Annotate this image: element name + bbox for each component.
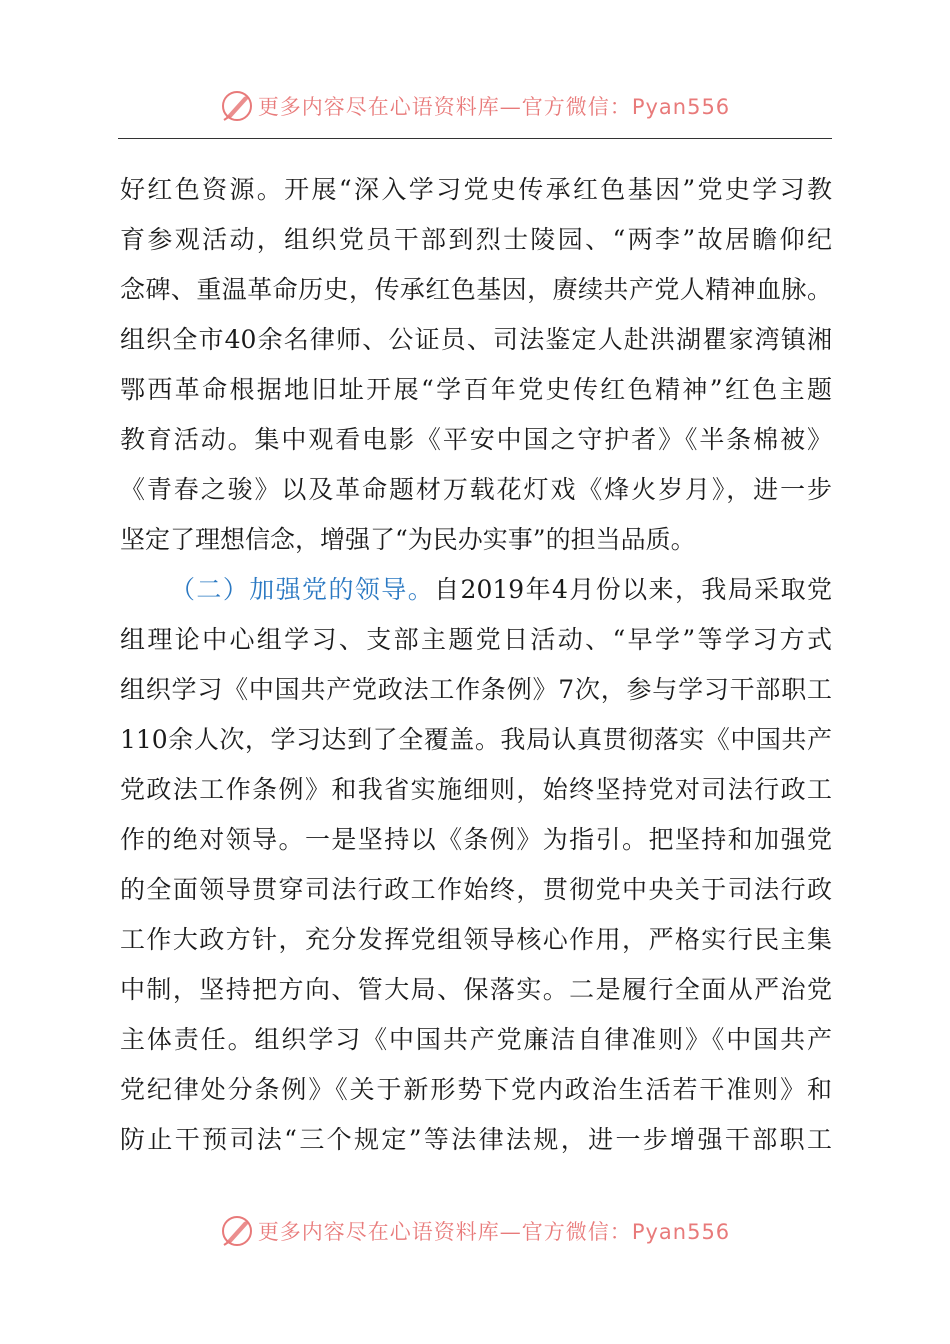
text-line: 党政法工作条例》和我省实施细则，始终坚持党对司法行政工 [120,775,832,804]
footer-banner-text [258,1216,730,1246]
text-line: 组织全市40余名律师、公证员、司法鉴定人赴洪湖瞿家湾镇湘 [120,325,832,354]
quill-pen-logo-icon [220,1214,254,1248]
text-line: 组理论中心组学习、支部主题党日活动、“早学”等学习方式 [120,625,832,654]
wechat-id: Pyan556 [631,1220,731,1244]
wechat-id: Pyan556 [631,95,731,119]
text-line: 坚定了理想信念，增强了“为民办实事”的担当品质。 [120,525,696,554]
text-line: 育参观活动，组织党员干部到烈士陵园、“两李”故居瞻仰纪 [120,225,832,254]
page-header [0,84,950,128]
banner-text-cn: 更多内容尽在心语资料库—官方微信： [257,95,632,119]
text-line: 工作大政方针，充分发挥党组领导核心作用，严格实行民主集 [120,925,832,954]
section-heading: （二）加强党的领导。 [170,575,435,604]
text-line: 主体责任。组织学习《中国共产党廉洁自律准则》《中国共产 [120,1025,832,1054]
section-heading-line [120,565,832,615]
quill-pen-logo-icon [220,89,254,123]
text-line: 念碑、重温革命历史，传承红色基因，赓续共产党人精神血脉。 [120,275,832,304]
text-line: 好红色资源。开展“深入学习党史传承红色基因”党史学习教 [120,175,832,204]
text-line: 鄂西革命根据地旧址开展“学百年党史传红色精神”红色主题 [120,375,832,404]
text-line: 组织学习《中国共产党政法工作条例》7次，参与学习干部职工 [120,675,832,704]
text-line: 《青春之骏》以及革命题材万载花灯戏《烽火岁月》，进一步 [120,475,832,504]
text-line: 中制，坚持把方向、管大局、保落实。二是履行全面从严治党 [120,975,832,1004]
heading-line-rest: 自2019年4月份以来，我局采取党 [434,575,832,604]
page-footer [0,1209,950,1253]
header-banner-text [258,91,730,121]
text-line: 110余人次，学习达到了全覆盖。我局认真贯彻落实《中国共产 [120,725,832,754]
document-body [120,165,832,1165]
text-line: 教育活动。集中观看电影《平安中国之守护者》《半条棉被》 [120,425,832,454]
header-divider [118,138,832,139]
text-line: 作的绝对领导。一是坚持以《条例》为指引。把坚持和加强党 [120,825,832,854]
banner-text-cn: 更多内容尽在心语资料库—官方微信： [257,1220,632,1244]
text-line: 党纪律处分条例》《关于新形势下党内政治生活若干准则》和 [120,1075,832,1104]
text-line: 的全面领导贯穿司法行政工作始终，贯彻党中央关于司法行政 [120,875,832,904]
text-line: 防止干预司法“三个规定”等法律法规，进一步增强干部职工 [120,1125,832,1154]
